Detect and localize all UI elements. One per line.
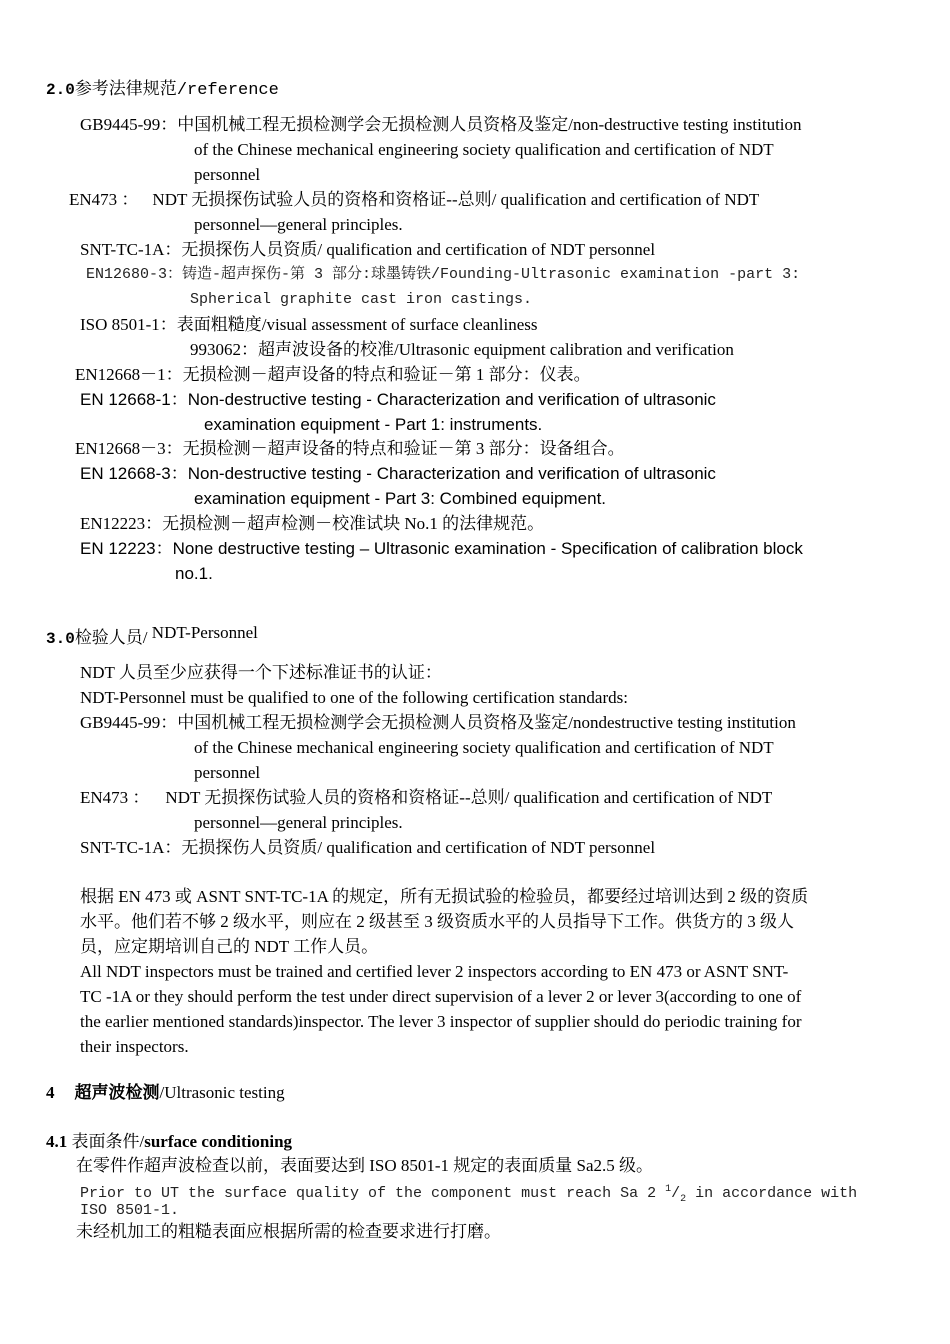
section-number: 4 xyxy=(46,1083,55,1102)
reference-text: NDT 无损探伤试验人员的资格和资格证--总则/ qualification and certification of NDT xyxy=(165,788,773,807)
text-segment: Prior to UT the surface quality of the component must reach Sa 2 xyxy=(80,1185,666,1202)
reference-continuation: personnel—general principles. xyxy=(194,813,403,832)
section-title-en: /reference xyxy=(176,81,279,100)
reference-continuation: personnel xyxy=(194,165,261,184)
paragraph-cn-line: 员，应定期培训自己的 NDT 工作人员。 xyxy=(80,937,379,956)
reference-label: GB9445-99： xyxy=(80,713,178,732)
section-2-heading xyxy=(46,78,279,102)
surface-requirement-en xyxy=(80,1179,857,1211)
section-title-cn: 参考法律规范 xyxy=(74,79,177,98)
reference-continuation: examination equipment - Part 3: Combined equipment. xyxy=(194,489,607,508)
reference-en12680-3: EN12680-3：铸造-超声探伤-第 3 部分:球墨铸铁/Founding-Ultrasonic examination -part 3: xyxy=(86,266,801,283)
reference-en12668-3-cn: EN12668－3：无损检测－超声设备的特点和验证－第 3 部分：设备组合。 xyxy=(75,439,625,458)
reference-993062: 993062：超声波设备的校准/Ultrasonic equipment calibration and verification xyxy=(190,340,734,359)
reference-continuation: of the Chinese mechanical engineering society qualification and certification of NDT xyxy=(194,140,774,159)
reference-continuation: personnel xyxy=(194,763,261,782)
paragraph-en-line: All NDT inspectors must be trained and certified lever 2 inspectors according to EN 473 or ASNT SNT- xyxy=(80,962,789,981)
reference-label: EN473 ： xyxy=(80,788,150,807)
reference-continuation: personnel—general principles. xyxy=(194,215,403,234)
reference-en12668-1-cn: EN12668－1：无损检测－超声设备的特点和验证－第 1 部分：仪表。 xyxy=(75,365,591,384)
reference-en12668-1-en: EN 12668-1：Non-destructive testing - Characterization and verification of ultrasonic xyxy=(80,390,716,409)
reference-iso8501-1: ISO 8501-1：表面粗糙度/visual assessment of surface cleanliness xyxy=(80,315,538,334)
paragraph-en-line: TC -1A or they should perform the test under direct supervision of a lever 2 or lever 3(according to one of xyxy=(80,987,802,1006)
fraction-numerator: 1 xyxy=(665,1184,672,1195)
section-4-heading xyxy=(46,1082,285,1104)
section-title-en: NDT-Personnel xyxy=(147,623,258,642)
reference-text: 中国机械工程无损检测学会无损检测人员资格及鉴定/non-destructive testing institution xyxy=(177,115,802,134)
personnel-intro-en: NDT-Personnel must be qualified to one of the following certification standards: xyxy=(80,688,628,707)
surface-requirement-cn: 在零件作超声波检查以前，表面要达到 ISO 8501-1 规定的表面质量 Sa2.5 级。 xyxy=(76,1156,654,1175)
certification-snt-tc-1a: SNT-TC-1A：无损探伤人员资质/ qualification and certification of NDT personnel xyxy=(80,838,656,857)
reference-text: 中国机械工程无损检测学会无损检测人员资格及鉴定/nondestructive testing institution xyxy=(177,713,796,732)
grinding-note-cn: 未经机加工的粗糙表面应根据所需的检查要求进行打磨。 xyxy=(76,1222,501,1241)
reference-continuation: no.1. xyxy=(175,564,213,583)
reference-snt-tc-1a: SNT-TC-1A：无损探伤人员资质/ qualification and certification of NDT personnel xyxy=(80,240,656,259)
certification-en473 xyxy=(80,787,772,809)
personnel-intro-cn: NDT 人员至少应获得一个下述标准证书的认证： xyxy=(80,663,442,682)
section-number: 4.1 xyxy=(46,1132,68,1151)
reference-label: EN473 ： xyxy=(69,190,139,209)
section-title-cn: 表面条件/ xyxy=(67,1132,145,1151)
reference-continuation: examination equipment - Part 1: instruments. xyxy=(204,415,543,434)
reference-en12223-en: EN 12223：None destructive testing – Ultrasonic examination - Specification of calibration block xyxy=(80,539,803,558)
reference-en473 xyxy=(69,189,759,211)
reference-en12223-cn: EN12223：无损检测－超声检测－校准试块 No.1 的法律规范。 xyxy=(80,514,545,533)
reference-continuation: Spherical graphite cast iron castings. xyxy=(190,291,533,308)
fraction-denominator: 2 xyxy=(680,1194,687,1205)
surface-requirement-en-continuation: ISO 8501-1. xyxy=(80,1202,180,1219)
reference-en12668-3-en: EN 12668-3：Non-destructive testing - Characterization and verification of ultrasonic xyxy=(80,464,716,483)
reference-continuation: of the Chinese mechanical engineering society qualification and certification of NDT xyxy=(194,738,774,757)
paragraph-cn-line: 根据 EN 473 或 ASNT SNT-TC-1A 的规定，所有无损试验的检验员，都要经过培训达到 2 级的资质 xyxy=(80,887,809,906)
reference-text: NDT 无损探伤试验人员的资格和资格证--总则/ qualification and certification of NDT xyxy=(152,190,760,209)
paragraph-en-line: the earlier mentioned standards)inspector. The lever 3 inspector of supplier should do periodic training for xyxy=(80,1012,802,1031)
reference-gb9445 xyxy=(80,114,802,136)
section-3-heading xyxy=(46,623,258,650)
section-title-cn: 检验人员/ xyxy=(74,628,148,647)
section-number: 2.0 xyxy=(46,81,75,99)
certification-gb9445 xyxy=(80,712,796,734)
paragraph-en-line: their inspectors. xyxy=(80,1037,189,1056)
section-title-en: /Ultrasonic testing xyxy=(159,1083,285,1102)
reference-label: GB9445-99： xyxy=(80,115,178,134)
fraction-slash: / xyxy=(671,1185,681,1202)
section-title-en: surface conditioning xyxy=(144,1132,293,1151)
section-number: 3.0 xyxy=(46,630,75,648)
paragraph-cn-line: 水平。他们若不够 2 级水平，则应在 2 级甚至 3 级资质水平的人员指导下工作。供货方的 3 级人 xyxy=(80,912,794,931)
section-4-1-heading xyxy=(46,1131,292,1153)
text-segment: in accordance with xyxy=(686,1185,858,1202)
section-title-cn: 超声波检测 xyxy=(74,1083,160,1102)
